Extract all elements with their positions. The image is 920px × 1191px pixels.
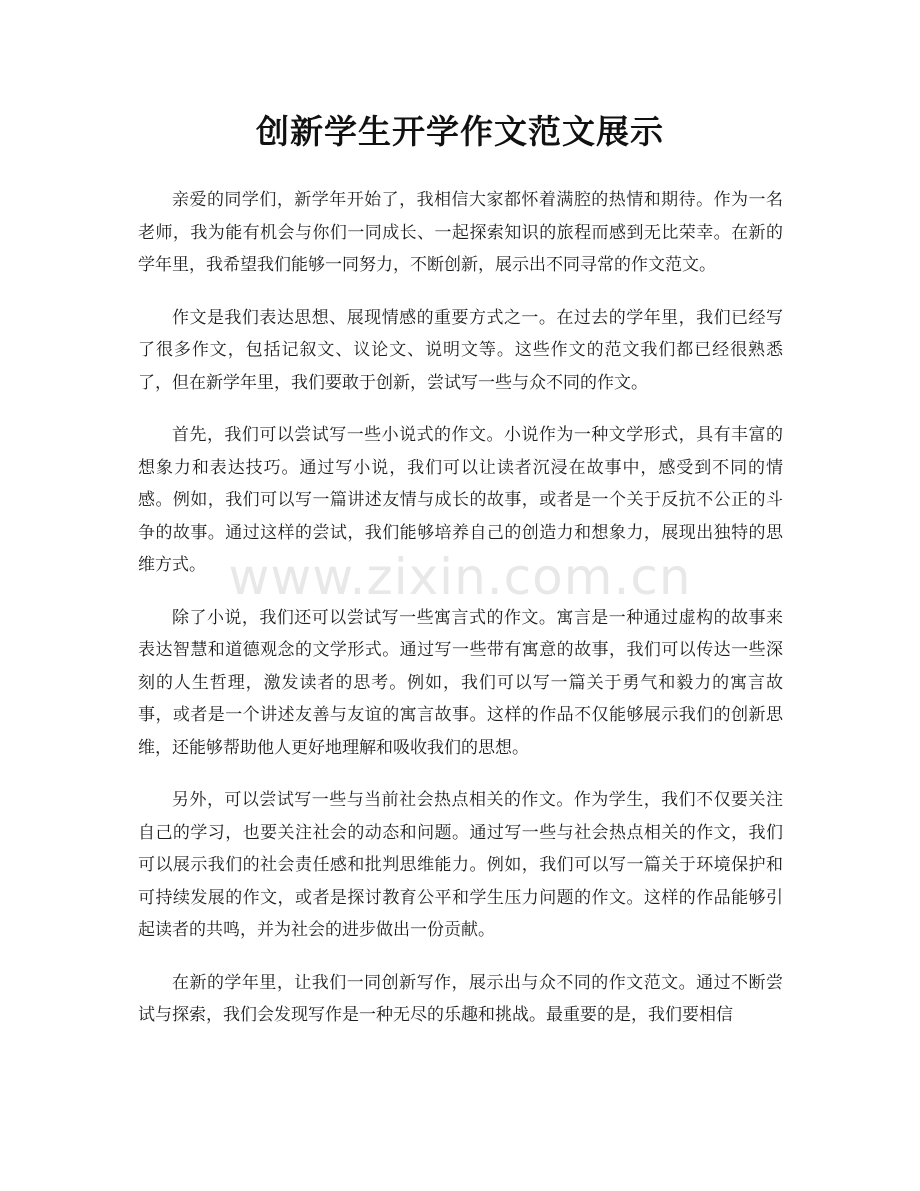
paragraph-1: 亲爱的同学们，新学年开始了，我相信大家都怀着满腔的热情和期待。作为一名老师，我为能有机会与你们一同成长、一起探索知识的旅程而感到无比荣幸。在新的学年里，我希望我们能够一同努力，不断创新，展示出不同寻常的作文范文。 [138,190,783,275]
paragraph-6: 在新的学年里，让我们一同创新写作，展示出与众不同的作文范文。通过不断尝试与探索，我们会发现写作是一种无尽的乐趣和挑战。最重要的是，我们要相信 [138,972,783,1025]
paragraph-4: 除了小说，我们还可以尝试写一些寓言式的作文。寓言是一种通过虚构的故事来表达智慧和道德观念的文学形式。通过写一些带有寓意的故事，我们可以传达一些深刻的人生哲理，激发读者的思考。例如，我们可以写一篇关于勇气和毅力的寓言故事，或者是一个讲述友善与友谊的寓言故事。这样的作品不仅能够展示我们的创新思维，还能够帮助他人更好地理解和吸收我们的思想。 [138,607,783,758]
document-body [138,184,783,1052]
document-title: 创新学生开学作文范文展示 [256,112,664,151]
paragraph-2: 作文是我们表达思想、展现情感的重要方式之一。在过去的学年里，我们已经写了很多作文，包括记叙文、议论文、说明文等。这些作文的范文我们都已经很熟悉了，但在新学年里，我们要敢于创新，尝试写一些与众不同的作文。 [138,307,783,393]
watermark: www.zixin.com.cn [228,548,692,606]
paragraph-3: 首先，我们可以尝试写一些小说式的作文。小说作为一种文学形式，具有丰富的想象力和表达技巧。通过写小说，我们可以让读者沉浸在故事中，感受到不同的情感。例如，我们可以写一篇讲述友情与成长的故事，或者是一个关于反抗不公正的斗争的故事。通过这样的尝试，我们能够培养自己的创造力和想象力，展现出独特的思维方式。 [138,425,783,575]
paragraph-5: 另外，可以尝试写一些与当前社会热点相关的作文。作为学生，我们不仅要关注自己的学习，也要关注社会的动态和问题。通过写一些与社会热点相关的作文，我们可以展示我们的社会责任感和批判思维能力。例如，我们可以写一篇关于环境保护和可持续发展的作文，或者是探讨教育公平和学生压力问题的作文。这样的作品能够引起读者的共鸣，并为社会的进步做出一份贡献。 [138,790,783,940]
